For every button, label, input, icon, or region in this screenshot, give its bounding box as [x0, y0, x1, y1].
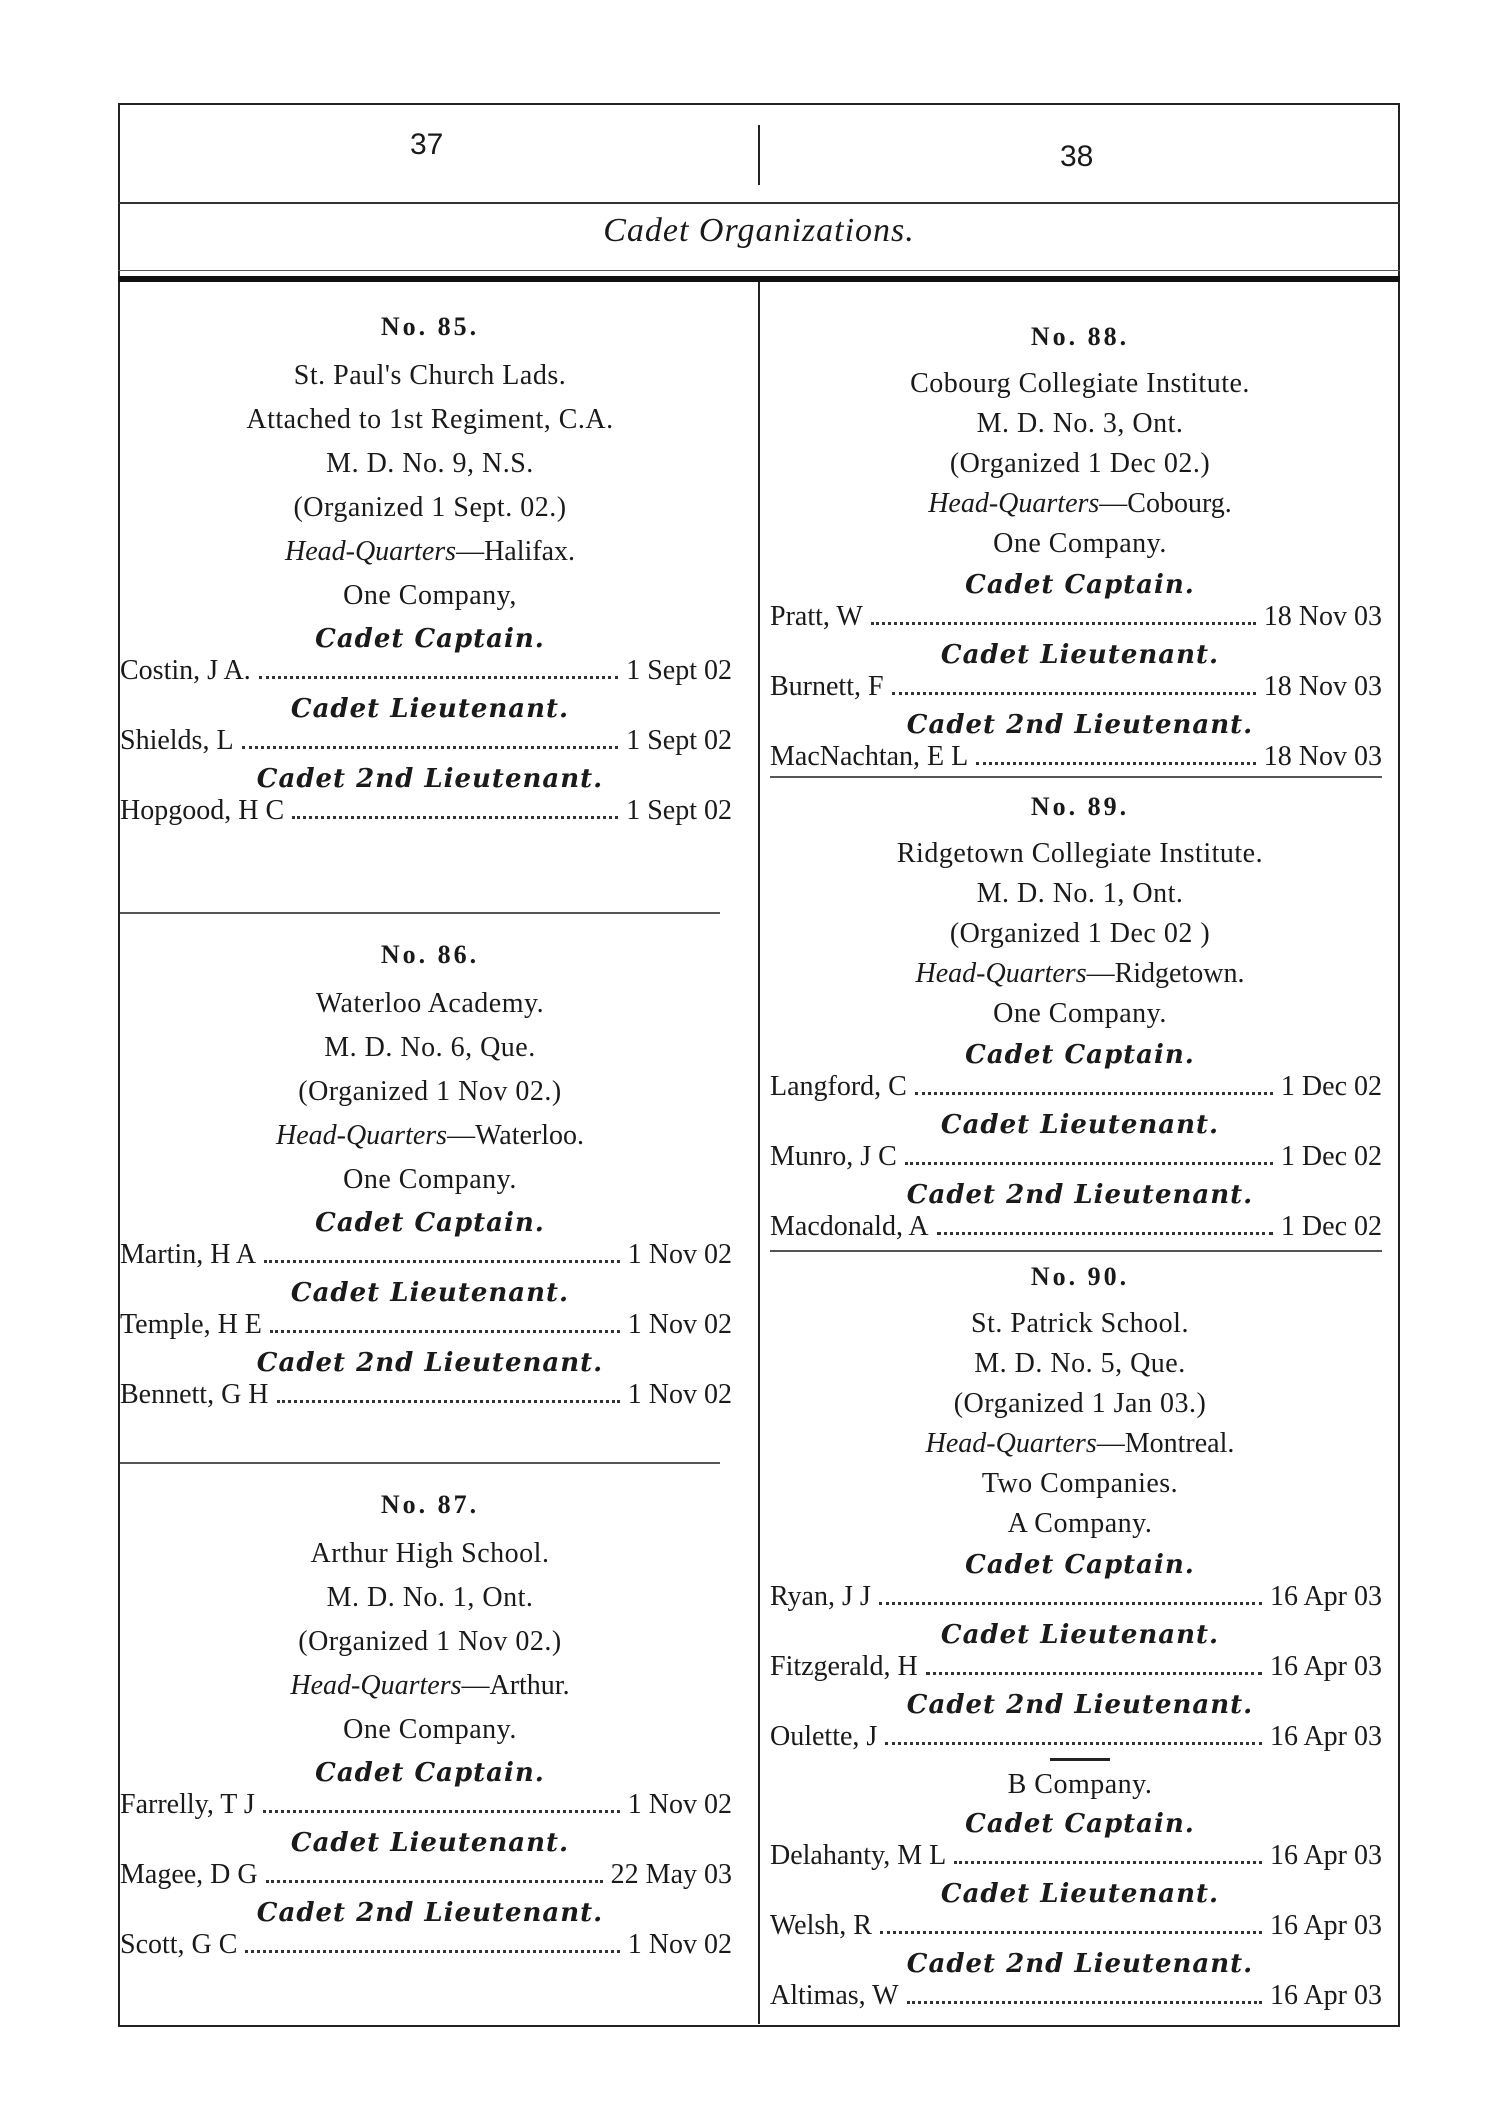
page-number-right: 38: [1060, 140, 1094, 173]
entry-line: M. D. No. 5, Que.: [974, 1348, 1186, 1379]
entry-line: M. D. No. 6, Que.: [324, 1032, 536, 1063]
entry-line: M. D. No. 1, Ont.: [976, 878, 1184, 909]
officer-row: Fitzgerald, H 16 Apr 03: [770, 1651, 1382, 1682]
entry-number: No. 88.: [1030, 322, 1130, 351]
companies: One Company.: [993, 998, 1167, 1029]
officer-row: Magee, D G 22 May 03: [120, 1859, 732, 1890]
entry-number: No. 85.: [380, 312, 480, 341]
entry-line: Cobourg Collegiate Institute.: [910, 368, 1250, 399]
company-b-heading: B Company.: [1007, 1769, 1153, 1800]
companies: One Company,: [343, 580, 517, 611]
officer-row: Langford, C 1 Dec 02: [770, 1071, 1382, 1102]
officer-row: Bennett, G H 1 Nov 02: [120, 1379, 732, 1410]
companies: One Company.: [343, 1714, 517, 1745]
entry-88: [770, 322, 1390, 774]
companies: Two Companies.: [981, 1468, 1179, 1499]
company-separator: [1050, 1758, 1110, 1761]
rank-heading: Cadet 2nd Lieutenant.: [256, 764, 604, 794]
rank-heading: Cadet Lieutenant.: [940, 1110, 1220, 1140]
rank-heading: Cadet Captain.: [965, 1040, 1195, 1070]
rank-heading: Cadet 2nd Lieutenant.: [906, 1180, 1254, 1210]
entry-line: Ridgetown Collegiate Institute.: [896, 838, 1264, 869]
title-thin-rule: [118, 270, 1400, 271]
entry-line: (Organized 1 Nov 02.): [298, 1076, 562, 1107]
rank-heading: Cadet Captain.: [965, 1550, 1195, 1580]
entry-separator: [770, 1250, 1382, 1252]
rank-heading: Cadet 2nd Lieutenant.: [256, 1348, 604, 1378]
entry-number: No. 86.: [380, 940, 480, 969]
entry-line: Attached to 1st Regiment, C.A.: [246, 404, 614, 435]
entry-89: [770, 792, 1390, 1244]
officer-row: Munro, J C 1 Dec 02: [770, 1141, 1382, 1172]
officer-row: Altimas, W 16 Apr 03: [770, 1980, 1382, 2011]
rank-heading: Cadet Captain.: [315, 1758, 545, 1788]
companies: One Company.: [343, 1164, 517, 1195]
entry-line: M. D. No. 3, Ont.: [976, 408, 1184, 439]
headquarters: Head-Quarters—Cobourg.: [928, 488, 1232, 519]
officer-row: Hopgood, H C 1 Sept 02: [120, 795, 732, 826]
entry-line: (Organized 1 Dec 02.): [949, 448, 1211, 479]
entry-separator: [120, 1462, 720, 1464]
rank-heading: Cadet Lieutenant.: [940, 1879, 1220, 1909]
entry-number: No. 89.: [1030, 792, 1130, 821]
entry-line: St. Paul's Church Lads.: [293, 360, 567, 391]
rank-heading: Cadet Lieutenant.: [940, 1620, 1220, 1650]
company-a-heading: A Company.: [1007, 1508, 1153, 1539]
officer-row: Burnett, F 18 Nov 03: [770, 671, 1382, 702]
rank-heading: Cadet Lieutenant.: [290, 694, 570, 724]
officer-row: Ryan, J J 16 Apr 03: [770, 1581, 1382, 1612]
entry-line: (Organized 1 Sept. 02.): [293, 492, 567, 523]
officer-row: Macdonald, A 1 Dec 02: [770, 1211, 1382, 1242]
officer-row: MacNachtan, E L 18 Nov 03: [770, 741, 1382, 772]
rank-heading: Cadet 2nd Lieutenant.: [906, 710, 1254, 740]
rank-heading: Cadet 2nd Lieutenant.: [906, 1949, 1254, 1979]
officer-row: Martin, H A 1 Nov 02: [120, 1239, 732, 1270]
companies: One Company.: [993, 528, 1167, 559]
rank-heading: Cadet 2nd Lieutenant.: [256, 1898, 604, 1928]
headquarters: Head-Quarters—Montreal.: [925, 1428, 1235, 1459]
officer-row: Welsh, R 16 Apr 03: [770, 1910, 1382, 1941]
header-rule: [118, 202, 1400, 204]
entry-number: No. 90.: [1030, 1262, 1130, 1291]
entry-separator: [120, 912, 720, 914]
rank-heading: Cadet Captain.: [315, 1208, 545, 1238]
officer-row: Pratt, W 18 Nov 03: [770, 601, 1382, 632]
entry-line: (Organized 1 Nov 02.): [298, 1626, 562, 1657]
rank-heading: Cadet Captain.: [965, 1809, 1195, 1839]
officer-row: Shields, L 1 Sept 02: [120, 725, 732, 756]
entry-86: [120, 940, 740, 1412]
entry-87: [120, 1490, 740, 1962]
officer-row: Delahanty, M L 16 Apr 03: [770, 1840, 1382, 1871]
entry-90: [770, 1262, 1390, 2013]
entry-line: Arthur High School.: [310, 1538, 550, 1569]
headquarters: Head-Quarters—Halifax.: [284, 536, 576, 567]
entry-line: Waterloo Academy.: [315, 988, 545, 1019]
headquarters: Head-Quarters—Waterloo.: [275, 1120, 585, 1151]
rank-heading: Cadet Captain.: [315, 624, 545, 654]
officer-row: Oulette, J 16 Apr 03: [770, 1721, 1382, 1752]
rank-heading: Cadet Lieutenant.: [290, 1828, 570, 1858]
entry-separator: [770, 776, 1382, 778]
entry-line: St. Patrick School.: [971, 1308, 1189, 1339]
rank-heading: Cadet Lieutenant.: [940, 640, 1220, 670]
officer-row: Farrelly, T J 1 Nov 02: [120, 1789, 732, 1820]
rank-heading: Cadet Lieutenant.: [290, 1278, 570, 1308]
entry-line: M. D. No. 9, N.S.: [326, 448, 534, 479]
page-number-left: 37: [410, 128, 444, 161]
rank-heading: Cadet Captain.: [965, 570, 1195, 600]
entry-line: (Organized 1 Jan 03.): [953, 1388, 1207, 1419]
entry-85: [120, 312, 740, 828]
rank-heading: Cadet 2nd Lieutenant.: [906, 1690, 1254, 1720]
officer-row: Temple, H E 1 Nov 02: [120, 1309, 732, 1340]
header-divider: [758, 125, 760, 185]
officer-row: Costin, J A. 1 Sept 02: [120, 655, 732, 686]
entry-line: (Organized 1 Dec 02 ): [949, 918, 1211, 949]
headquarters: Head-Quarters—Arthur.: [290, 1670, 570, 1701]
officer-row: Scott, G C 1 Nov 02: [120, 1929, 732, 1960]
column-divider: [758, 282, 760, 2024]
headquarters: Head-Quarters—Ridgetown.: [915, 958, 1245, 989]
entry-line: M. D. No. 1, Ont.: [326, 1582, 534, 1613]
entry-number: No. 87.: [380, 1490, 480, 1519]
document-title: Cadet Organizations.: [603, 212, 915, 249]
